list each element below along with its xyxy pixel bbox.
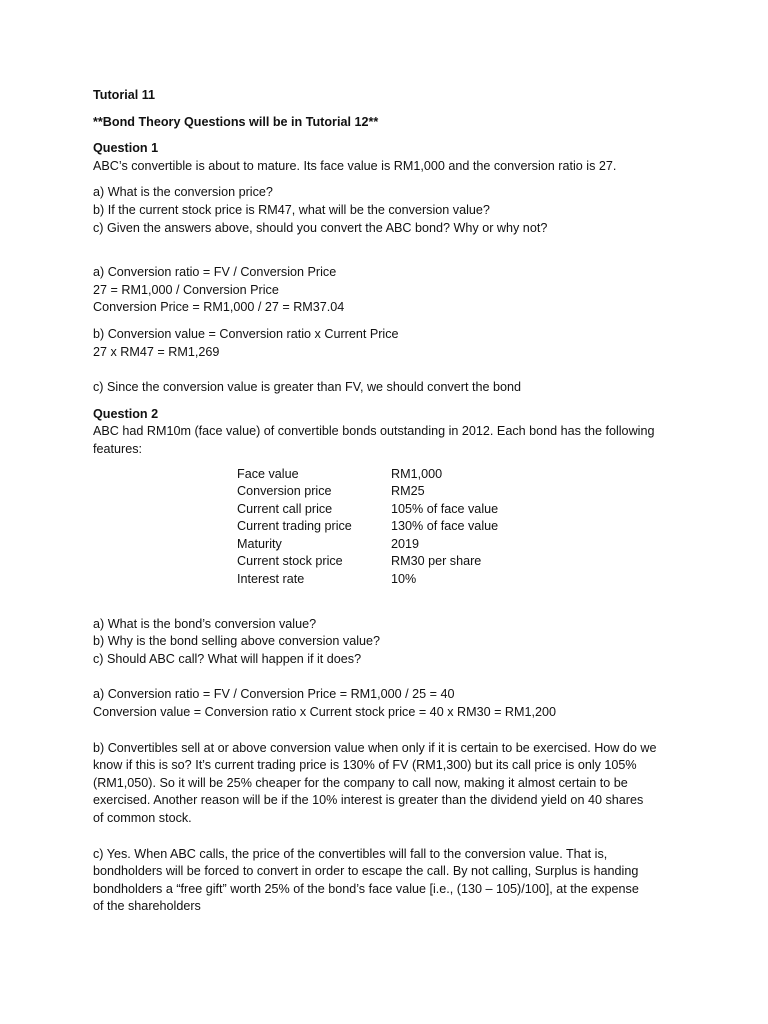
question-2-answer-b-line: know if this is so? It’s current trading price is 130% of FV (RM1,300) but its call price is only 105%	[93, 758, 637, 773]
feature-value: 2019	[391, 536, 420, 551]
feature-label: Interest rate	[237, 572, 305, 587]
question-2-intro-line: ABC had RM10m (face value) of convertible bonds outstanding in 2012. Each bond has the following	[93, 424, 655, 439]
question-2-answer-b-line: b) Convertibles sell at or above conversion value when only if it is certain to be exercised. How do we	[93, 740, 657, 755]
feature-value: 10%	[391, 572, 417, 587]
question-1-part-a: a) What is the conversion price?	[93, 185, 273, 200]
question-1-answer-a-line: a) Conversion ratio = FV / Conversion Price	[93, 265, 337, 280]
question-2-heading: Question 2	[93, 406, 159, 421]
feature-value: RM30 per share	[391, 554, 482, 569]
question-2-answer-a-line: Conversion value = Conversion ratio x Current stock price = 40 x RM30 = RM1,200	[93, 705, 557, 720]
question-2-answer-b-line: of common stock.	[93, 811, 192, 825]
question-2-answer-c-line: bondholders a “free gift” worth 25% of the bond’s face value [i.e., (130 – 105)/100], at the expense	[93, 881, 639, 896]
question-1-heading: Question 1	[93, 141, 159, 156]
feature-value: RM1,000	[391, 466, 443, 481]
question-2-answer-c-line: c) Yes. When ABC calls, the price of the convertibles will fall to the conversion value. That is,	[93, 846, 608, 861]
question-1-answer-b-line: 27 x RM47 = RM1,269	[93, 344, 220, 359]
feature-row	[237, 536, 693, 554]
feature-label: Face value	[237, 466, 299, 481]
question-2-answer-a-line: a) Conversion ratio = FV / Conversion Price = RM1,000 / 25 = 40	[93, 687, 455, 702]
feature-label: Current call price	[237, 501, 333, 516]
question-2-part-b: b) Why is the bond selling above conversion value?	[93, 634, 381, 649]
feature-row	[237, 553, 693, 571]
document-title: Tutorial 11	[93, 88, 156, 102]
feature-label: Current stock price	[237, 554, 343, 569]
question-2-part-a: a) What is the bond’s conversion value?	[93, 616, 317, 631]
question-2-answer-b-line: exercised. Another reason will be if the 10% interest is greater than the dividend yield on 40 shares	[93, 793, 644, 808]
bond-features-table	[237, 466, 693, 589]
feature-label: Current trading price	[237, 519, 352, 534]
document-page	[93, 87, 693, 916]
feature-row	[237, 483, 693, 501]
feature-label: Maturity	[237, 536, 282, 551]
question-1-answer-a-line: Conversion Price = RM1,000 / 27 = RM37.04	[93, 300, 345, 315]
question-1-part-c: c) Given the answers above, should you convert the ABC bond? Why or why not?	[93, 220, 548, 235]
question-2-answer-c-line: of the shareholders	[93, 899, 201, 914]
feature-row	[237, 518, 693, 536]
question-2-answer-b-line: (RM1,050). So it will be 25% cheaper for the company to call now, making it almost certain to be	[93, 775, 628, 790]
question-2-part-c: c) Should ABC call? What will happen if it does?	[93, 651, 362, 666]
feature-row	[237, 571, 693, 589]
feature-label: Conversion price	[237, 484, 332, 499]
question-1-answer-b-line: b) Conversion value = Conversion ratio x Current Price	[93, 326, 399, 341]
feature-value: 130% of face value	[391, 519, 499, 534]
feature-row	[237, 466, 693, 484]
question-1-intro: ABC’s convertible is about to mature. Its face value is RM1,000 and the conversion ratio is 27.	[93, 158, 617, 173]
tutorial-note: **Bond Theory Questions will be in Tutorial 12**	[93, 114, 379, 129]
question-2-answer-c-line: bondholders will be forced to convert in order to escape the call. By not calling, Surplus is handing	[93, 864, 639, 879]
feature-value: 105% of face value	[391, 501, 499, 516]
feature-row	[237, 501, 693, 519]
question-2-intro-line: features:	[93, 441, 143, 456]
question-1-answer-c: c) Since the conversion value is greater than FV, we should convert the bond	[93, 380, 521, 395]
feature-value: RM25	[391, 484, 425, 499]
question-1-answer-a-line: 27 = RM1,000 / Conversion Price	[93, 282, 279, 297]
question-1-part-b: b) If the current stock price is RM47, what will be the conversion value?	[93, 202, 490, 217]
